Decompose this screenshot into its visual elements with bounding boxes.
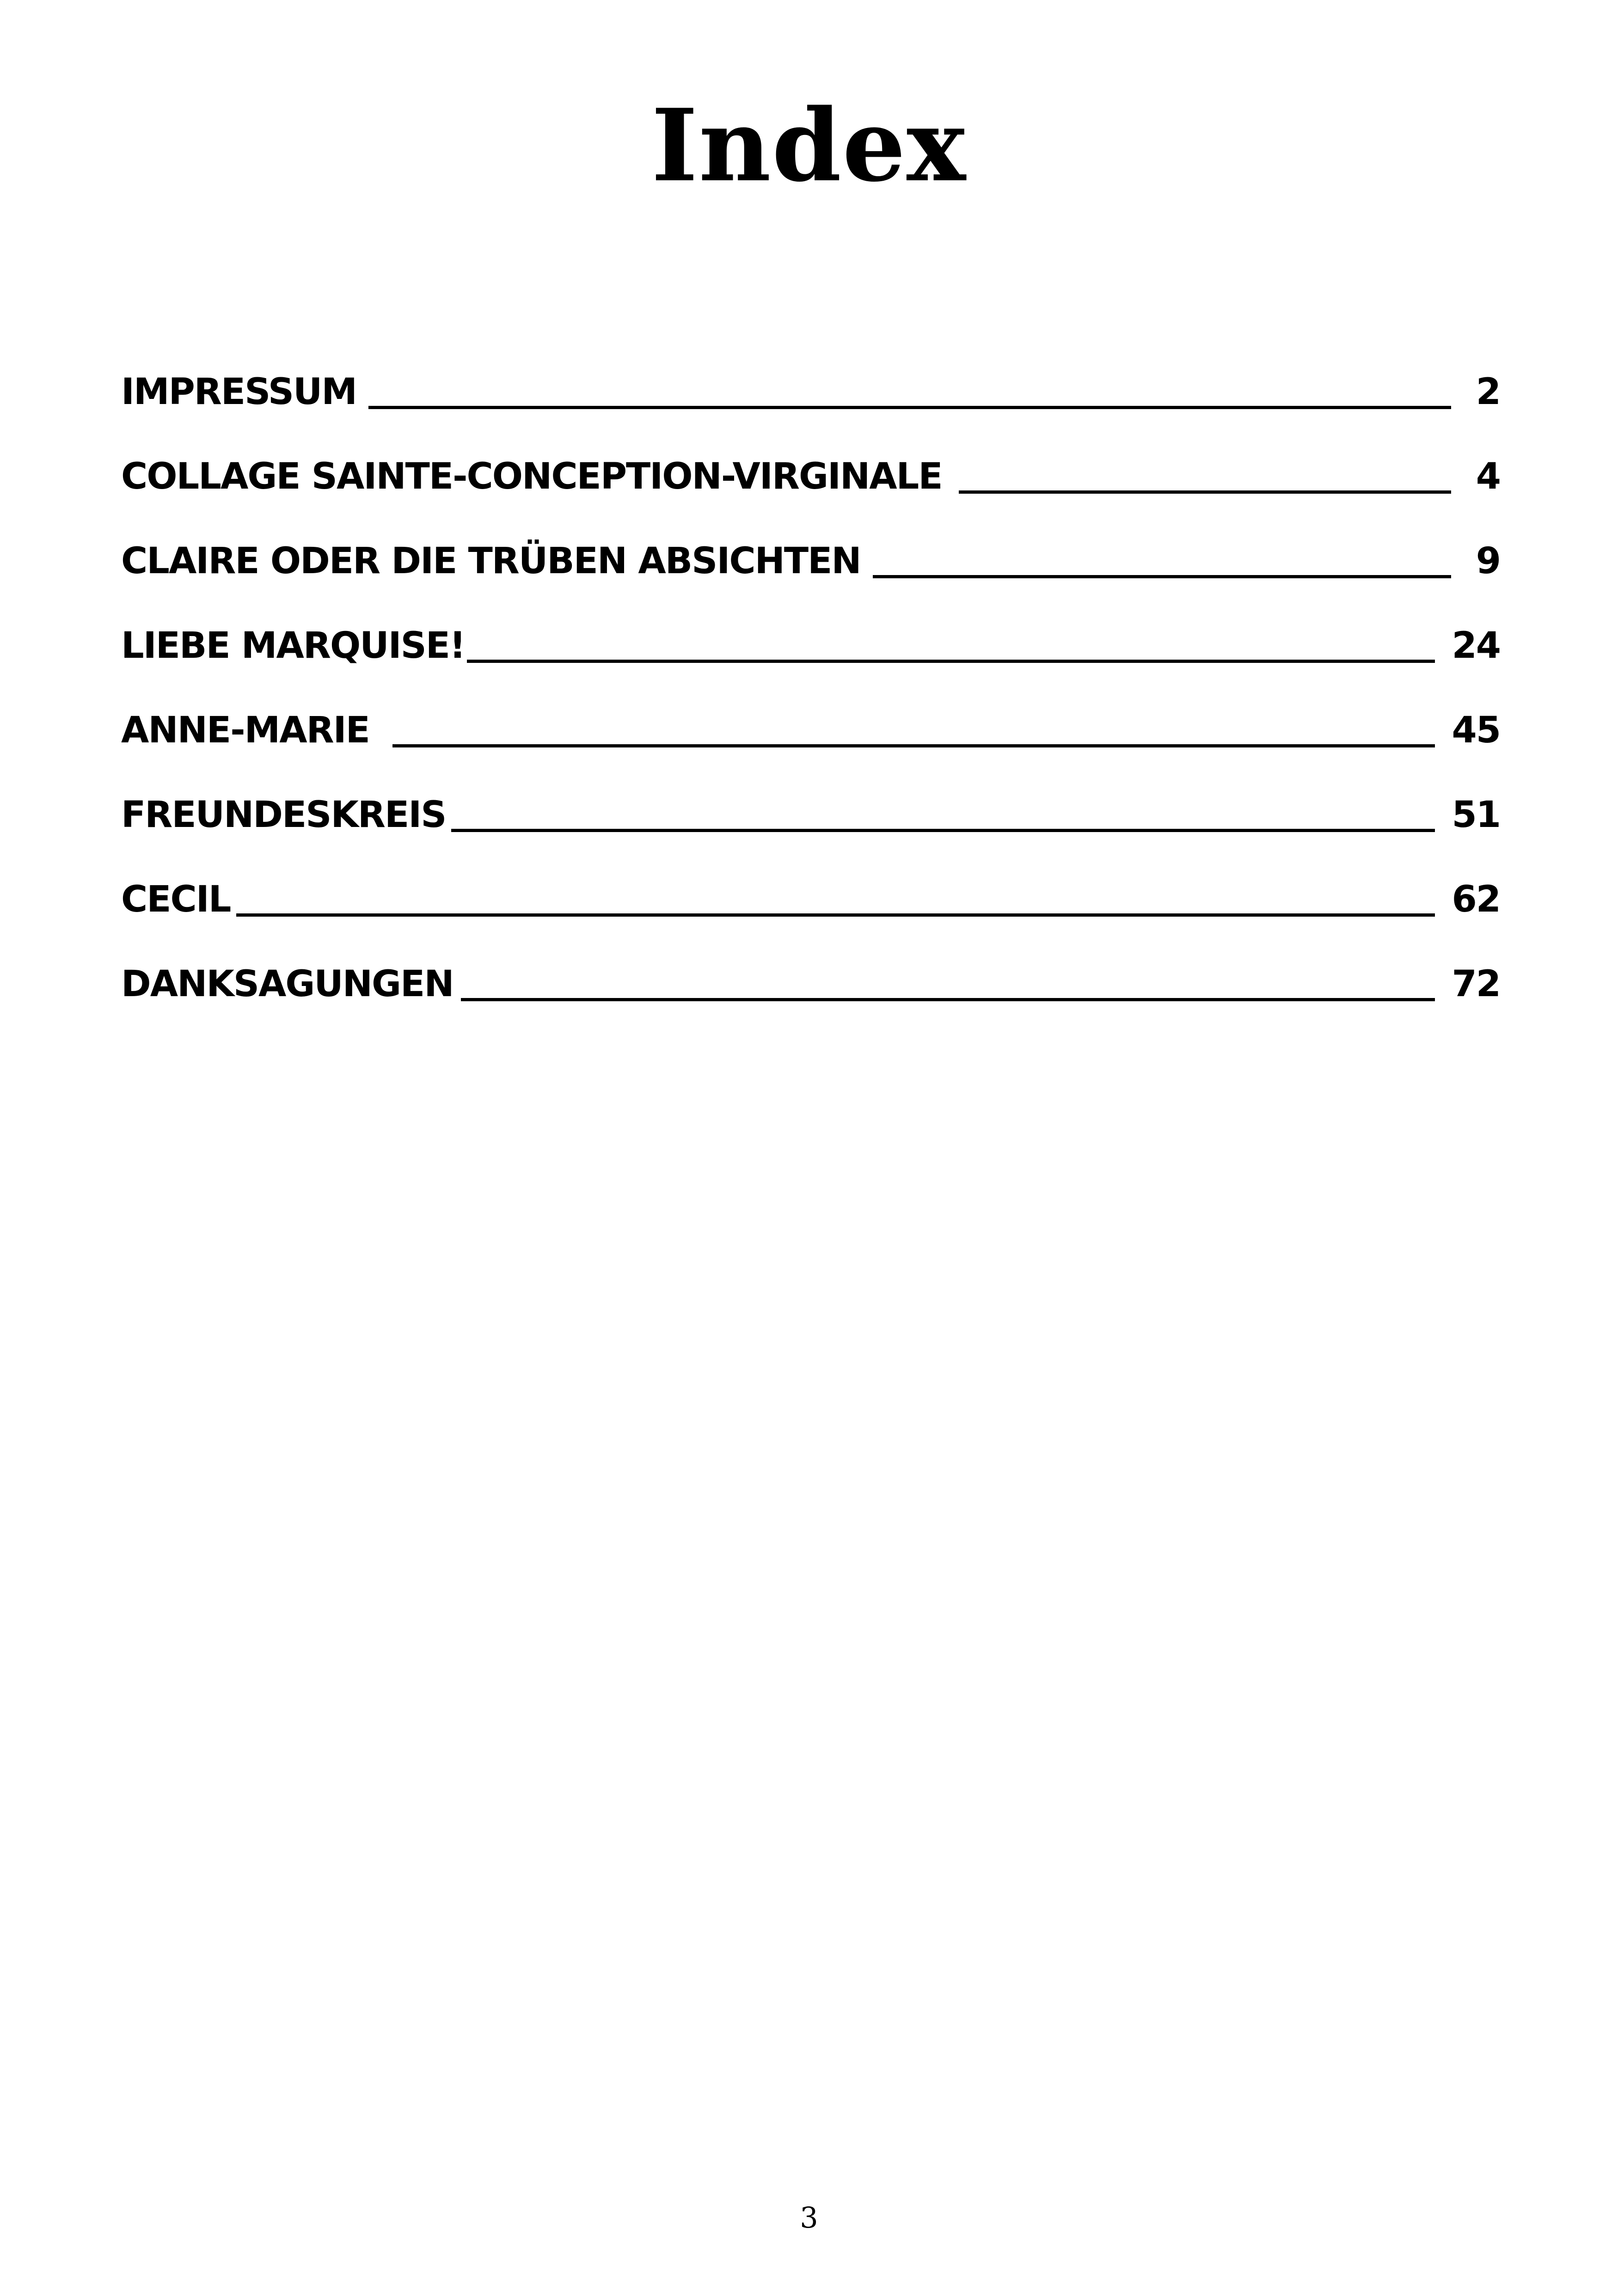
toc-entry-label: ANNE-MARIE (121, 710, 369, 751)
toc-entry-label: FREUNDESKREIS (121, 794, 446, 836)
toc-leader-line (467, 660, 1435, 663)
toc-entry-label: CECIL (121, 879, 231, 920)
page-title: Index (651, 87, 967, 204)
toc-entry-danksagungen (121, 925, 1500, 1010)
toc-entry-anne-marie (121, 671, 1500, 756)
page-number: 3 (800, 2201, 818, 2235)
toc-entry-page: 62 (1452, 879, 1500, 920)
toc-entry-label: CLAIRE ODER DIE TRÜBEN ABSICHTEN (121, 540, 861, 582)
toc-leader-line (392, 744, 1435, 747)
toc-entry-label: LIEBE MARQUISE! (121, 625, 465, 667)
toc-entry-page: 2 (1476, 371, 1500, 413)
toc-entry-label: COLLAGE SAINTE-CONCEPTION-VIRGINALE (121, 456, 942, 497)
table-of-contents (121, 333, 1500, 1010)
toc-entry-claire (121, 502, 1500, 587)
toc-entry-page: 51 (1452, 794, 1500, 836)
toc-entry-freundeskreis (121, 756, 1500, 840)
toc-leader-line (451, 829, 1435, 832)
toc-entry-page: 4 (1476, 456, 1500, 497)
toc-entry-label: DANKSAGUNGEN (121, 963, 454, 1005)
toc-entry-page: 72 (1452, 963, 1500, 1005)
toc-entry-collage (121, 417, 1500, 502)
toc-leader-line (461, 998, 1435, 1001)
toc-entry-liebe-marquise (121, 587, 1500, 671)
toc-entry-label: IMPRESSUM (121, 371, 356, 413)
toc-entry-page: 9 (1476, 540, 1500, 582)
toc-leader-line (959, 490, 1451, 494)
toc-entry-cecil (121, 840, 1500, 925)
toc-leader-line (236, 913, 1435, 917)
toc-entry-page: 45 (1452, 710, 1500, 751)
toc-entry-impressum (121, 333, 1500, 417)
toc-leader-line (368, 406, 1451, 409)
toc-leader-line (873, 575, 1451, 578)
toc-entry-page: 24 (1452, 625, 1500, 667)
